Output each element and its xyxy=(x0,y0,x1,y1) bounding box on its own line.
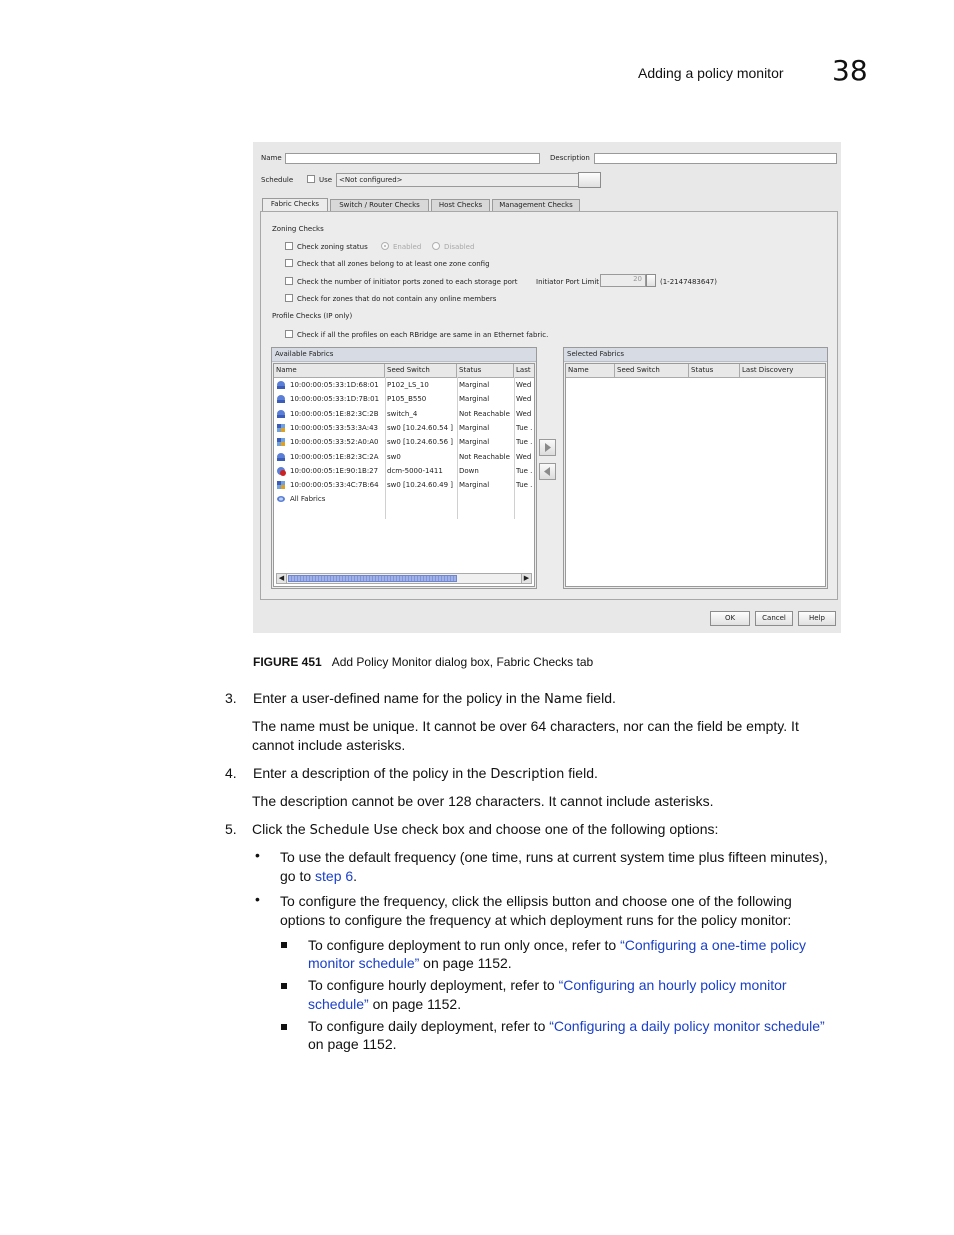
bullet-2-line: options to configure the frequency at which deployment runs for the policy monitor: xyxy=(280,912,792,928)
seed-switch-cell: P102_LS_10 xyxy=(387,381,429,389)
all-zones-checkbox[interactable] xyxy=(285,259,293,267)
figure-caption xyxy=(253,655,593,669)
available-fabrics-title: Available Fabrics xyxy=(272,348,536,362)
schedule-label: Schedule xyxy=(261,176,294,184)
step-3-text xyxy=(253,689,616,709)
col-last[interactable]: Last xyxy=(516,366,531,374)
fabric-name-cell: 10:00:00:05:33:1D:68:01 xyxy=(290,381,379,389)
square-bullet xyxy=(281,942,287,948)
col-last-discovery[interactable]: Last Discovery xyxy=(742,366,794,374)
disabled-radio[interactable] xyxy=(432,242,440,250)
arrow-left-icon xyxy=(540,464,555,479)
fabric-marginal-icon xyxy=(276,380,286,390)
selected-fabrics-panel xyxy=(563,347,828,589)
ethernet-fabric-icon xyxy=(276,437,286,447)
col-seed-switch[interactable]: Seed Switch xyxy=(615,364,689,377)
profile-check-checkbox[interactable] xyxy=(285,330,293,338)
step-number: 5. xyxy=(225,821,237,837)
profile-check-label: Check if all the profiles on each RBridge are same in an Ethernet fabric. xyxy=(297,331,549,339)
status-cell: Not Reachable xyxy=(459,452,510,461)
text-fragment: Enter a user-defined name for the policy in the xyxy=(253,690,545,706)
fabric-unreachable-icon xyxy=(276,409,286,419)
initiator-port-limit-spinner[interactable]: 20 xyxy=(600,274,646,287)
text-fragment: To configure deployment to run only once, refer to xyxy=(308,937,621,953)
figure-text: Add Policy Monitor dialog box, Fabric Checks tab xyxy=(331,655,594,669)
status-cell: Not Reachable xyxy=(459,409,510,418)
section-title: Adding a policy monitor xyxy=(638,65,784,81)
fabric-checks-panel xyxy=(260,211,838,600)
bullet-dot: • xyxy=(255,891,260,907)
enabled-radio[interactable] xyxy=(381,242,389,250)
text-fragment: Enter a description of the policy in the xyxy=(253,765,491,781)
step-number: 3. xyxy=(225,690,237,706)
step-5-text xyxy=(252,820,718,840)
status-cell: Marginal xyxy=(459,438,490,447)
profile-checks-heading: Profile Checks (IP only) xyxy=(272,312,353,320)
name-label: Name xyxy=(261,154,282,162)
add-policy-monitor-dialog xyxy=(253,142,841,633)
scroll-left-icon[interactable]: ◀ xyxy=(277,574,287,583)
hourly-schedule-link[interactable]: schedule” xyxy=(308,996,369,1012)
initiator-ports-checkbox[interactable] xyxy=(285,277,293,285)
bullet-1-line: To use the default frequency (one time, runs at current system time plus fifteen minutes), xyxy=(280,849,828,865)
fabric-name-cell: 10:00:00:05:33:1D:7B:01 xyxy=(290,395,380,404)
fabric-name-cell: All Fabrics xyxy=(290,495,326,504)
step-6-link[interactable]: step 6 xyxy=(315,868,354,884)
schedule-use-checkbox[interactable] xyxy=(307,175,315,183)
sub-bullet-2-line xyxy=(308,995,461,1014)
bullet-dot: • xyxy=(255,847,260,863)
fabric-name-cell: 10:00:00:05:33:4C:7B:64 xyxy=(290,481,379,490)
table-row[interactable] xyxy=(274,421,534,435)
description-input[interactable] xyxy=(594,153,837,164)
scroll-right-icon[interactable]: ▶ xyxy=(521,574,531,583)
col-name[interactable]: Name xyxy=(274,364,385,377)
last-cell: Wed xyxy=(516,381,532,389)
text-fragment: field. xyxy=(582,690,616,706)
status-cell: Marginal xyxy=(459,395,490,404)
seed-switch-cell: P105_B550 xyxy=(387,395,427,404)
table-row[interactable] xyxy=(274,407,534,421)
last-cell: Tue . xyxy=(516,481,533,490)
col-seed-switch[interactable]: Seed Switch xyxy=(385,364,457,377)
ui-term: Description xyxy=(490,767,565,782)
check-zoning-status-checkbox[interactable] xyxy=(285,242,293,250)
seed-switch-cell: sw0 [10.24.60.54 ] xyxy=(387,423,454,432)
step-3-note-line: cannot include asterisks. xyxy=(252,737,406,753)
text-fragment: on page 1152. xyxy=(419,955,512,971)
initiator-port-limit-range: (1-2147483647) xyxy=(660,278,717,286)
help-button[interactable]: Help xyxy=(798,611,836,626)
status-cell: Marginal xyxy=(459,423,490,432)
ui-term: Name xyxy=(544,692,583,707)
horizontal-scrollbar[interactable] xyxy=(276,573,532,584)
all-fabrics-icon xyxy=(276,494,286,504)
add-fabric-button[interactable] xyxy=(539,439,556,456)
step-3-note-line: The name must be unique. It cannot be over 64 characters, nor can the field be empty. It xyxy=(252,718,799,734)
tab-host-checks[interactable]: Host Checks xyxy=(431,199,490,211)
available-fabrics-table[interactable] xyxy=(273,363,535,587)
no-online-members-checkbox[interactable] xyxy=(285,294,293,302)
available-fabrics-panel xyxy=(271,347,537,589)
fabric-name-cell: 10:00:00:05:1E:82:3C:2A xyxy=(290,452,379,461)
disabled-label: Disabled xyxy=(444,243,475,251)
square-bullet xyxy=(281,1024,287,1030)
text-fragment: To configure hourly deployment, refer to xyxy=(308,977,559,993)
bullet-2-line: To configure the frequency, click the ellipsis button and choose one of the following xyxy=(280,893,792,909)
fabric-unreachable-icon xyxy=(276,452,286,462)
last-cell: Tue . xyxy=(516,466,533,475)
step-4-text xyxy=(253,764,598,784)
no-online-members-label: Check for zones that do not contain any online members xyxy=(297,295,497,303)
initiator-ports-label: Check the number of initiator ports zoned to each storage port xyxy=(297,278,518,286)
seed-switch-cell: sw0 [10.24.60.49 ] xyxy=(387,481,454,490)
col-status[interactable]: Status xyxy=(457,364,514,377)
tab-management-checks[interactable]: Management Checks xyxy=(492,199,580,211)
last-cell: Wed xyxy=(516,452,532,461)
one-time-schedule-link[interactable]: monitor schedule” xyxy=(308,955,420,971)
text-fragment: go to xyxy=(280,868,316,884)
status-cell: Down xyxy=(459,466,479,475)
table-row[interactable] xyxy=(274,450,534,464)
arrow-right-icon xyxy=(540,440,555,455)
all-zones-label: Check that all zones belong to at least one zone config xyxy=(297,260,490,268)
selected-fabrics-table[interactable] xyxy=(565,363,826,587)
ui-term: Schedule Use xyxy=(309,823,398,838)
sub-bullet-1-line xyxy=(308,936,806,955)
remove-fabric-button[interactable] xyxy=(539,463,556,480)
text-fragment: To configure daily deployment, refer to xyxy=(308,1018,550,1034)
table-row[interactable] xyxy=(274,392,534,406)
description-label: Description xyxy=(550,154,590,162)
table-row[interactable] xyxy=(274,464,534,478)
table-row[interactable] xyxy=(274,478,534,492)
table-row[interactable] xyxy=(274,492,534,506)
seed-switch-cell: sw0 xyxy=(387,452,401,461)
col-status[interactable]: Status xyxy=(689,364,740,377)
zoning-checks-heading: Zoning Checks xyxy=(272,225,324,233)
cancel-button[interactable]: Cancel xyxy=(755,611,793,626)
schedule-value-field: <Not configured> xyxy=(336,173,579,187)
last-cell: Tue . xyxy=(516,438,533,447)
daily-schedule-link[interactable]: “Configuring a daily policy monitor schedule” xyxy=(549,1018,825,1034)
ethernet-fabric-icon xyxy=(276,480,286,490)
sub-bullet-3-line: on page 1152. xyxy=(308,1036,397,1052)
step-4-note: The description cannot be over 128 characters. It cannot include asterisks. xyxy=(252,793,714,809)
spinner-arrows[interactable] xyxy=(646,274,656,287)
step-number: 4. xyxy=(225,765,237,781)
sub-bullet-1-line xyxy=(308,954,512,973)
text-fragment: . xyxy=(353,868,358,884)
schedule-ellipsis-button[interactable] xyxy=(578,172,601,188)
selected-fabrics-title: Selected Fabrics xyxy=(564,348,827,362)
enabled-label: Enabled xyxy=(393,243,422,251)
table-row[interactable] xyxy=(274,378,534,392)
text-fragment: field. xyxy=(564,765,598,781)
text-fragment: on page 1152. xyxy=(368,996,462,1012)
tab-switch-router-checks[interactable]: Switch / Router Checks xyxy=(330,199,429,211)
fabric-name-cell: 10:00:00:05:1E:82:3C:2B xyxy=(290,409,379,418)
seed-switch-cell: sw0 [10.24.60.56 ] xyxy=(387,438,454,447)
ok-button[interactable]: OK xyxy=(710,611,750,626)
seed-switch-cell: switch_4 xyxy=(387,409,418,418)
fabric-marginal-icon xyxy=(276,394,286,404)
seed-switch-cell: dcm-5000-1411 xyxy=(387,466,443,475)
status-cell: Marginal xyxy=(459,481,490,490)
text-fragment: check box and choose one of the following options: xyxy=(397,821,719,837)
table-row[interactable] xyxy=(274,435,534,449)
square-bullet xyxy=(281,983,287,989)
scroll-thumb[interactable] xyxy=(288,575,457,582)
tab-fabric-checks[interactable]: Fabric Checks xyxy=(262,198,328,211)
col-name[interactable]: Name xyxy=(566,364,615,377)
text-fragment: Click the xyxy=(252,821,310,837)
sub-bullet-3-line xyxy=(308,1017,825,1036)
initiator-port-limit-label: Initiator Port Limit xyxy=(536,278,600,286)
bullet-1-line xyxy=(280,867,357,886)
one-time-schedule-link[interactable]: “Configuring a one-time policy xyxy=(620,937,807,953)
use-label: Use xyxy=(319,176,333,184)
last-cell: Wed xyxy=(516,395,532,404)
hourly-schedule-link[interactable]: “Configuring an hourly policy monitor xyxy=(558,977,787,993)
sub-bullet-2-line xyxy=(308,976,787,995)
check-zoning-status-label: Check zoning status xyxy=(297,243,368,251)
figure-label: FIGURE 451 xyxy=(253,655,322,669)
fabric-down-icon xyxy=(276,466,286,476)
fabric-name-cell: 10:00:00:05:1E:90:1B:27 xyxy=(290,466,379,475)
status-cell: Marginal xyxy=(459,381,490,389)
last-cell: Tue . xyxy=(516,423,533,432)
fabric-name-cell: 10:00:00:05:33:52:A0:A0 xyxy=(290,438,379,447)
name-input[interactable] xyxy=(285,153,540,164)
fabric-name-cell: 10:00:00:05:33:53:3A:43 xyxy=(290,423,378,432)
ethernet-fabric-icon xyxy=(276,423,286,433)
last-cell: Wed xyxy=(516,409,532,418)
chapter-number: 38 xyxy=(832,54,868,87)
